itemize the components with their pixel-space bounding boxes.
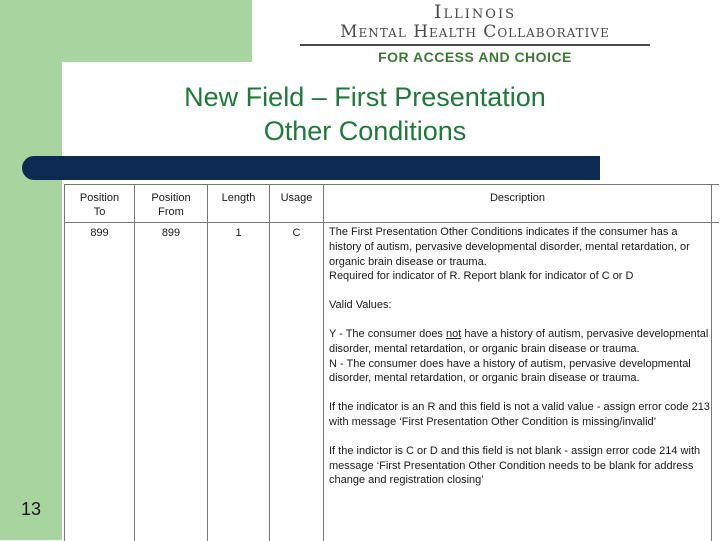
header-usage: Usage: [280, 192, 313, 204]
table-col-divider: [323, 185, 324, 541]
error-rule-214: If the indictor is C or D and this field is not blank - assign error code 214 with message ‘First Presentation Other Condition needs to be blank for address change and registration closing’: [329, 444, 701, 487]
header-position-from-line2: From: [158, 206, 184, 218]
slide-title-line1: New Field – First Presentation: [184, 82, 546, 112]
description-text: The First Presentation Other Conditions indicates if the consumer has a history of autism, pervasive developmental disorder, mental retardation, or organic brain disease or trauma.: [329, 226, 690, 268]
valid-value-y-end: have a history of autism, pervasive developmental disorder, mental retardation, or organic brain disease or trauma.: [329, 327, 709, 355]
cell-position-from: 899: [161, 227, 181, 239]
header-position-to-line1: Position: [79, 192, 120, 204]
valid-value-y-start: Y - The consumer does: [329, 327, 446, 340]
cell-position-to: 899: [90, 227, 109, 239]
logo-tagline: FOR ACCESS AND CHOICE: [378, 49, 572, 65]
organization-logo: [300, 0, 650, 64]
logo-line-mental-health: Mental Health Collaborative: [340, 22, 610, 42]
header-position-to-line2: To: [93, 206, 106, 218]
left-green-band: [0, 0, 62, 540]
valid-value-n: N - The consumer does have a history of autism, pervasive developmental disorder, mental retardation, or organic brain disease or trauma.: [329, 357, 691, 385]
table-header-divider: [65, 222, 719, 223]
error-rule-213: If the indicator is an R and this field is not a valid value - assign error code 213 with message ‘First Presentation Other Condition is missing/invalid’: [329, 401, 710, 428]
header-length: Length: [221, 192, 256, 204]
header-position-to: [65, 191, 134, 219]
table-col-divider: [711, 185, 712, 541]
valid-value-y-emphasis: not: [446, 327, 462, 340]
cell-usage: C: [292, 227, 301, 239]
valid-values-label: Valid Values:: [329, 299, 392, 312]
title-accent-bar: [22, 156, 600, 180]
header-description: Description: [489, 192, 546, 204]
logo-rule: [300, 44, 650, 46]
logo-line-illinois: Illinois: [434, 1, 516, 23]
header-position-from: [135, 191, 207, 219]
requirement-text: Required for indicator of R. Report blank for indicator of C or D: [329, 270, 634, 283]
slide-title-line2: Other Conditions: [263, 116, 467, 146]
header-position-from-line1: Position: [151, 192, 191, 204]
field-spec-table: [64, 184, 719, 541]
top-green-band: [0, 0, 252, 62]
slide-number: 13: [20, 499, 42, 519]
cell-description: [329, 225, 711, 488]
valid-value-y: [329, 327, 711, 357]
cell-length: 1: [235, 227, 242, 239]
slide-title: [62, 80, 668, 148]
